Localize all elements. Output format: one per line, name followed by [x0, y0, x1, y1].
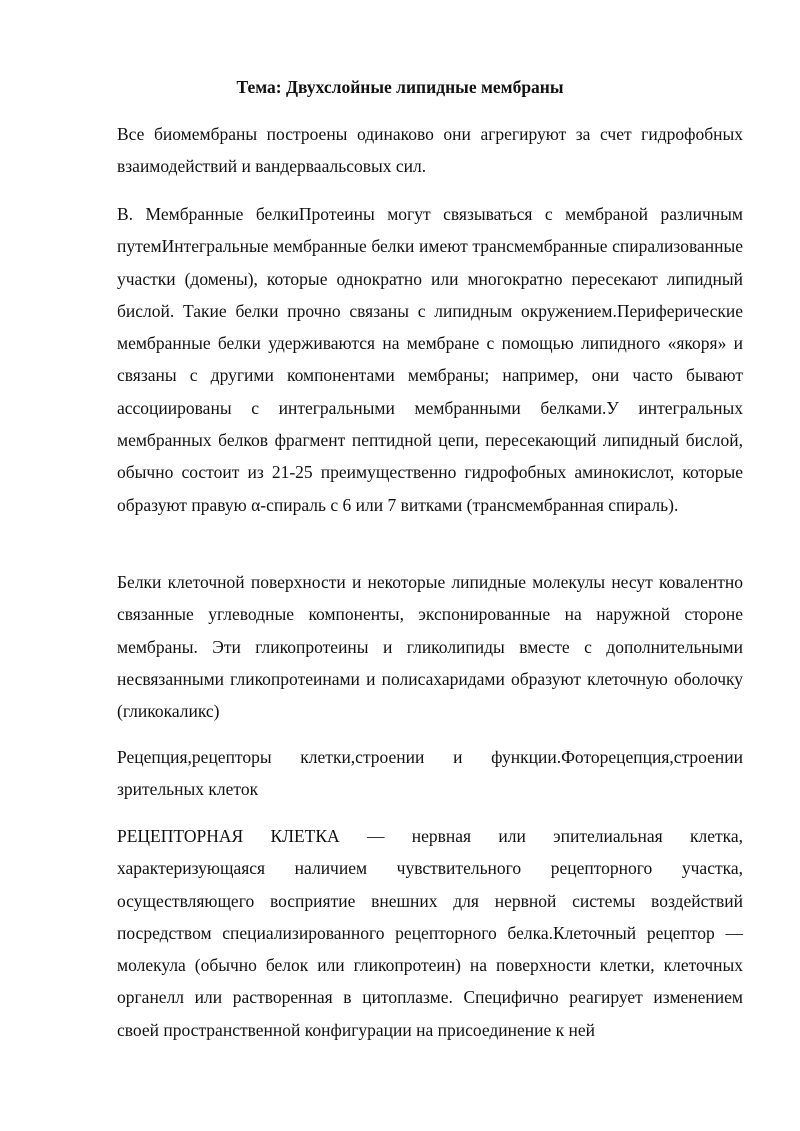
paragraph-reception-heading: Рецепция,рецепторы клетки,строении и функции.Фоторецепция,строении зрительных клеток: [117, 747, 743, 800]
paragraph-glycocalyx: Белки клеточной поверхности и некоторые липидные молекулы несут ковалентно связанные углеводные компоненты, экспонированные на наружной стороне мембраны. Эти гликопротеины и гликолипиды вместе с дополнительными несвязанными гликопротеинами и полисахаридами образуют клеточную оболочку (гликокаликс): [117, 572, 743, 722]
paragraph-membrane-proteins: B. Мембранные белкиПротеины могут связываться с мембраной различным путемИнтегральные мембранные белки имеют трансмембранные спирализованные участки (домены), которые однократно или многократно пересекают липидный бислой. Такие белки прочно связаны с липидным окружением.Периферические мембранные белки удерживаются на мембране с помощью липидного «якоря» и связаны с другими компонентами мембраны; например, они часто бывают ассоциированы с интегральными мембранными белками.У интегральных мембранных белков фрагмент пептидной цепи, пересекающий липидный бислой, обычно состоит из 21-25 преимущественно гидрофобных аминокислот, которые образуют правую α-спираль с 6 или 7 витками (трансмембранная спираль).: [117, 204, 743, 515]
paragraph-biomembranes: Все биомембраны построены одинаково они агрегируют за счет гидрофобных взаимодействий и вандерваальсовых сил.: [117, 124, 743, 177]
paragraph-receptor-cell: РЕЦЕПТОРНАЯ КЛЕТКА — нервная или эпителиальная клетка, характеризующаяся наличием чувствительного рецепторного участка, осуществляющего восприятие внешних для нервной системы воздействий посредством специализированного рецепторного белка.Клеточный рецептор — молекула (обычно белок или гликопротеин) на поверхности клетки, клеточных органелл или растворенная в цитоплазме. Специфично реагирует изменением своей пространственной конфигурации на присоединение к ней: [117, 826, 743, 1040]
document-title: Тема: Двухслойные липидные мембраны: [236, 77, 564, 97]
